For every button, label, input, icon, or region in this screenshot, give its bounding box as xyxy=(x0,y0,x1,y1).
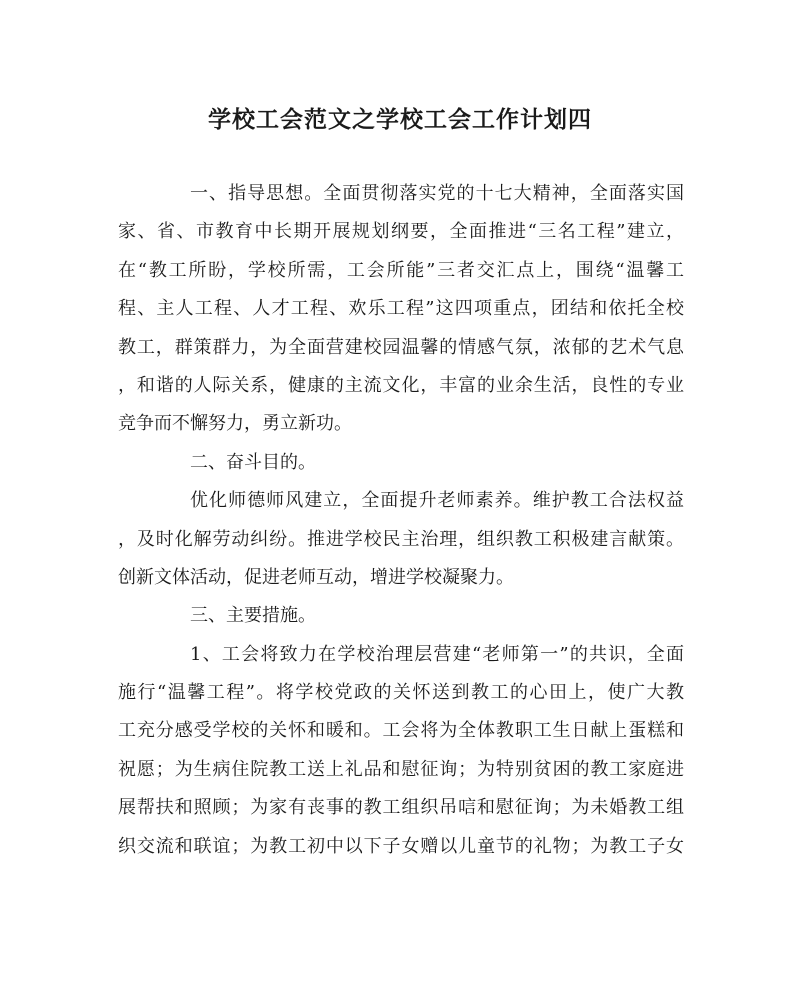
paragraph-line: ，及时化解劳动纠纷。推进学校民主治理，组织教工积极建言献策。 xyxy=(118,528,684,550)
paragraph-line: ，和谐的人际关系，健康的主流文化，丰富的业余生活，良性的专业 xyxy=(118,374,684,396)
paragraph-line: 在“教工所盼，学校所需，工会所能”三者交汇点上，围绕“温馨工 xyxy=(118,259,684,281)
paragraph-line: 织交流和联谊；为教工初中以下子女赠以儿童节的礼物；为教工子女 xyxy=(118,835,684,857)
section-heading: 二、奋斗目的。 xyxy=(190,451,316,473)
paragraph-line: 家、省、市教育中长期开展规划纲要，全面推进“三名工程”建立， xyxy=(118,221,684,243)
paragraph-line: 教工，群策群力，为全面营建校园温馨的情感气氛，浓郁的艺术气息 xyxy=(118,336,684,358)
paragraph-line: 程、主人工程、人才工程、欢乐工程”这四项重点，团结和依托全校 xyxy=(118,298,684,320)
paragraph-line: 一、指导思想。全面贯彻落实党的十七大精神，全面落实国 xyxy=(190,183,684,204)
page-title: 学校工会范文之学校工会工作计划四 xyxy=(208,106,592,133)
paragraph-line: 1、工会将致力在学校治理层营建“老师第一”的共识，全面 xyxy=(190,643,684,665)
paragraph-line: 优化师德师风建立，全面提升老师素养。维护教工合法权益 xyxy=(190,490,684,512)
paragraph-line: 竞争而不懈努力，勇立新功。 xyxy=(118,413,352,435)
paragraph-line: 祝愿；为生病住院教工送上礼品和慰征询；为特别贫困的教工家庭进 xyxy=(118,758,684,780)
paragraph-line: 展帮扶和照顾；为家有丧事的教工组织吊唁和慰征询；为未婚教工组 xyxy=(118,797,684,819)
paragraph-line: 工充分感受学校的关怀和暖和。工会将为全体教职工生日献上蛋糕和 xyxy=(118,720,684,742)
paragraph-line: 创新文体活动，促进老师互动，增进学校凝聚力。 xyxy=(118,566,514,588)
paragraph-line: 施行“温馨工程”。将学校党政的关怀送到教工的心田上，使广大教 xyxy=(118,682,684,704)
document-body xyxy=(118,175,684,866)
section-heading: 三、主要措施。 xyxy=(190,605,316,627)
